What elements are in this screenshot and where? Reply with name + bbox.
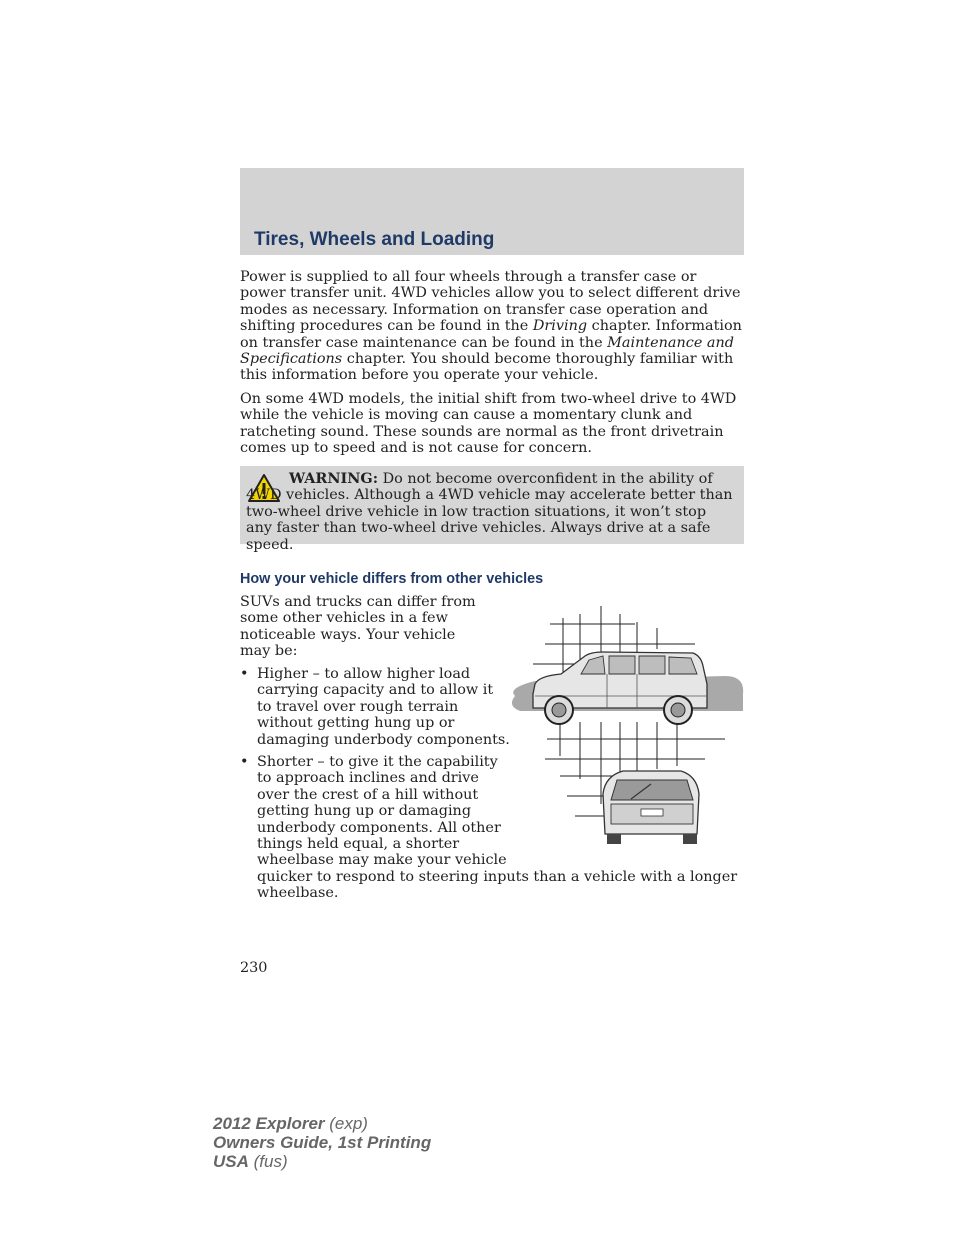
footer-region: USA (213, 1152, 249, 1171)
bullet-line: without getting hung up or (257, 715, 455, 732)
para1-text-1: Power is supplied to all four wheels through a transfer case or power transfer unit. 4WD vehicles allow you to select different drive modes as necessary. Information on transfer case operation and shifting procedures can be found in the (240, 269, 741, 335)
bullet-higher-text (257, 666, 517, 748)
footer-region-code: (fus) (248, 1152, 288, 1171)
bullet-line: to travel over rough terrain (257, 698, 459, 715)
footer-model: 2012 Explorer (213, 1114, 325, 1133)
paragraph-4wd-shift: On some 4WD models, the initial shift from two-wheel drive to 4WD while the vehicle is moving can cause a momentary clunk and ratcheting sound. These sounds are normal as the front drivetrain comes up to speed and is not cause for concern. (240, 391, 737, 457)
suv-side-view (533, 652, 707, 724)
footer-line-model (213, 1114, 431, 1133)
footer-line-guide (213, 1133, 431, 1152)
page-number: 230 (240, 960, 268, 976)
warning-box (240, 466, 744, 553)
paragraph-transfer-case (240, 269, 746, 384)
maintenance-chapter-ref: Maintenance and Specifications (240, 334, 734, 368)
warning-message: Do not become overconfident in the ability of 4WD vehicles. Although a 4WD vehicle may accelerate better than two-wheel drive vehicle in low traction situations, it won’t stop any faster than two-wheel drive vehicles. Always drive at a safe speed. (246, 471, 733, 553)
driving-chapter-ref: Driving (532, 318, 588, 335)
suv-rear-view (603, 771, 699, 844)
chapter-title: Tires, Wheels and Loading (254, 229, 495, 250)
footer-guide: Owners Guide, 1st Printing (213, 1133, 432, 1152)
document-footer (213, 1114, 431, 1171)
para1-text-3: chapter. You should become thoroughly familiar with this information before you operate your vehicle. (240, 351, 734, 384)
bullet-line: quicker to respond to steering inputs than a vehicle with a longer (257, 868, 738, 885)
bullet-line: Higher – to allow higher load (257, 666, 471, 682)
warning-text (246, 471, 736, 553)
section-heading: How your vehicle differs from other vehicles (240, 571, 544, 587)
bullet-line: damaging underbody components. (257, 731, 510, 748)
footer-line-region (213, 1152, 431, 1171)
bullet-dot: • (240, 754, 249, 770)
warning-label: WARNING: (289, 470, 379, 487)
suv-illustration (505, 604, 745, 849)
bullet-line: over the crest of a hill without (257, 786, 479, 803)
bullet-line: getting hung up or damaging (257, 803, 472, 820)
bullet-line: underbody components. All other (257, 819, 501, 836)
bullet-line: carrying capacity and to allow it (257, 682, 494, 699)
bullet-line: wheelbase may make your vehicle (257, 852, 507, 869)
bullet-dot: • (240, 666, 249, 682)
chapter-header-band (240, 168, 744, 255)
bullet-line: to approach inclines and drive (257, 770, 479, 787)
footer-model-code: (exp) (324, 1114, 368, 1133)
para1-text-2: chapter. Information on transfer case maintenance can be found in the (240, 318, 742, 351)
bullet-line: Shorter – to give it the capability (257, 754, 498, 770)
section-intro: SUVs and trucks can differ from some other vehicles in a few noticeable ways. Your vehicle may be: (240, 594, 476, 660)
bullet-line: wheelbase. (257, 885, 339, 902)
bullet-line: things held equal, a shorter (257, 836, 460, 853)
